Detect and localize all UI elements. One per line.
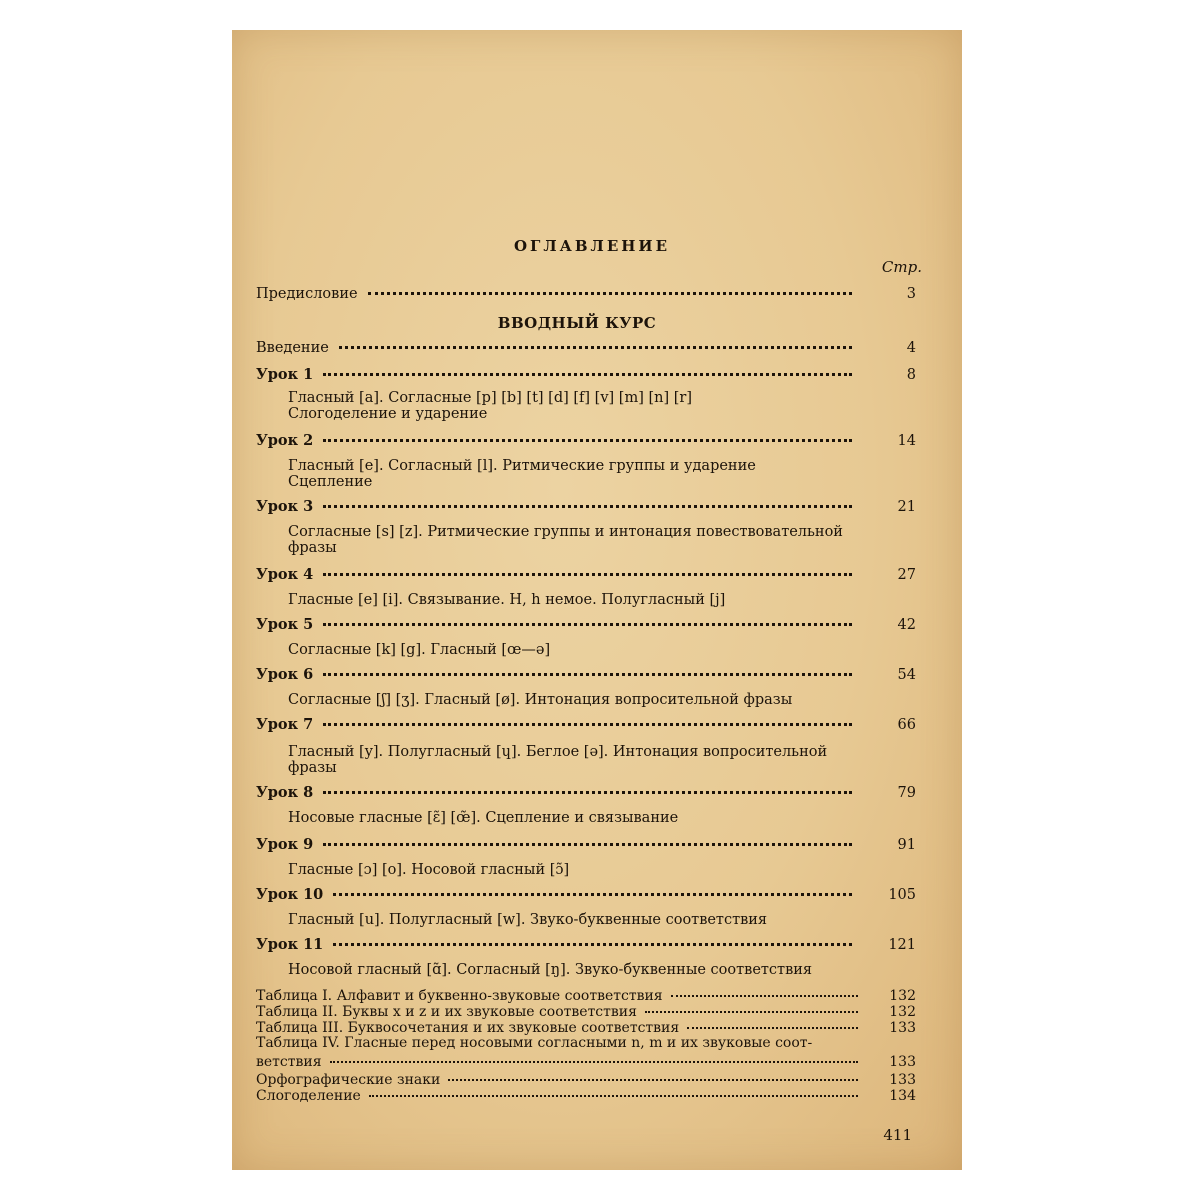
toc-entry-preface: [256, 286, 916, 302]
leader-dots: [645, 1011, 858, 1013]
lesson-description: Гласные [e] [i]. Связывание. H, h немое. Полугласный [j]: [288, 592, 726, 608]
leader-dots: [339, 346, 852, 349]
leader-dots: [671, 995, 858, 997]
leader-dots: [368, 292, 852, 295]
lesson-description: Сцепление: [288, 474, 373, 490]
page-column-header: Стр.: [881, 258, 922, 276]
toc-label: Урок 3: [256, 498, 314, 515]
toc-entry-lesson-6: [256, 666, 916, 683]
toc-label: Урок 10: [256, 886, 324, 903]
toc-entry-syllabification: [256, 1088, 916, 1104]
leader-dots: [333, 943, 852, 946]
toc-label: Урок 4: [256, 566, 314, 583]
leader-dots: [323, 505, 852, 508]
page-title: ОГЛАВЛЕНИЕ: [513, 237, 671, 255]
toc-label: Предисловие: [256, 286, 358, 302]
leader-dots: [323, 373, 852, 376]
toc-label: Урок 9: [256, 836, 314, 853]
leader-dots: [448, 1079, 858, 1081]
toc-page: 105: [888, 887, 916, 903]
toc-entry-lesson-11: [256, 936, 916, 953]
leader-dots: [333, 893, 852, 896]
toc-page: 42: [897, 617, 916, 633]
toc-page: 54: [897, 667, 916, 683]
toc-page: 27: [897, 567, 916, 583]
toc-entry-lesson-1: [256, 366, 916, 383]
lesson-description: фразы: [288, 760, 337, 776]
toc-label: Урок 7: [256, 716, 314, 733]
toc-page: 133: [889, 1072, 916, 1088]
toc-page: 66: [897, 717, 916, 733]
toc-entry-table-4-line1: Таблица IV. Гласные перед носовыми согласными n, m и их звуковые соот-: [256, 1035, 813, 1051]
toc-entry-lesson-9: [256, 836, 916, 853]
toc-label: Урок 1: [256, 366, 314, 383]
toc-page: 132: [889, 988, 916, 1004]
lesson-description: Гласный [e]. Согласный [l]. Ритмические группы и ударение: [288, 458, 756, 474]
lesson-description: Гласный [y]. Полугласный [ɥ]. Беглое [ə]. Интонация вопросительной: [288, 744, 828, 760]
toc-page: 79: [897, 785, 916, 801]
toc-entry-lesson-5: [256, 616, 916, 633]
toc-page: 21: [897, 499, 916, 515]
leader-dots: [687, 1027, 858, 1029]
toc-page: 121: [888, 937, 916, 953]
toc-entry-lesson-2: [256, 432, 916, 449]
toc-page: 133: [889, 1054, 916, 1070]
leader-dots: [323, 843, 852, 846]
toc-label: Урок 5: [256, 616, 314, 633]
toc-entry-orthographic-signs: [256, 1072, 916, 1088]
toc-entry-table-1: [256, 988, 916, 1004]
leader-dots: [323, 791, 852, 794]
leader-dots: [323, 573, 852, 576]
lesson-description: Носовой гласный [ɑ̃]. Согласный [ŋ]. Звуко-буквенные соответствия: [288, 962, 813, 978]
lesson-description: фразы: [288, 540, 337, 556]
lesson-description: Согласные [k] [g]. Гласный [œ—ə]: [288, 642, 551, 658]
toc-entry-lesson-4: [256, 566, 916, 583]
toc-page: 4: [906, 340, 916, 356]
toc-entry-lesson-3: [256, 498, 916, 515]
toc-entry-table-3: [256, 1020, 916, 1036]
toc-label: Урок 2: [256, 432, 314, 449]
toc-entry-intro: [256, 340, 916, 356]
book-page: [232, 30, 962, 1170]
toc-entry-lesson-10: [256, 886, 916, 903]
lesson-description: Слогоделение и ударение: [288, 406, 488, 422]
toc-entry-table-4: [256, 1054, 916, 1070]
leader-dots: [330, 1061, 858, 1063]
section-title: ВВОДНЫЙ КУРС: [497, 314, 657, 332]
toc-label: Таблица II. Буквы x и z и их звуковые соответствия: [256, 1004, 637, 1020]
leader-dots: [323, 623, 852, 626]
toc-label: Таблица III. Буквосочетания и их звуковые соответствия: [256, 1020, 680, 1036]
toc-page: 132: [889, 1004, 916, 1020]
toc-page: 14: [897, 433, 916, 449]
toc-label: Орфографические знаки: [256, 1072, 441, 1088]
toc-label: Введение: [256, 340, 329, 356]
toc-page: 91: [897, 837, 916, 853]
toc-label: Урок 11: [256, 936, 324, 953]
toc-entry-lesson-8: [256, 784, 916, 801]
lesson-description: Гласные [ɔ] [o]. Носовой гласный [ɔ̃]: [288, 862, 570, 878]
toc-page: 3: [906, 286, 916, 302]
toc-label: Урок 6: [256, 666, 314, 683]
leader-dots: [323, 439, 852, 442]
toc-page: 134: [889, 1088, 916, 1104]
lesson-description: Гласный [a]. Согласные [p] [b] [t] [d] [f] [v] [m] [n] [r]: [288, 390, 692, 406]
toc-label: ветствия: [256, 1054, 322, 1070]
leader-dots: [369, 1095, 858, 1097]
lesson-description: Носовые гласные [ɛ̃] [œ̃]. Сцепление и связывание: [288, 810, 679, 826]
leader-dots: [323, 723, 852, 726]
toc-entry-table-2: [256, 1004, 916, 1020]
leader-dots: [323, 673, 852, 676]
lesson-description: Согласные [ʃ] [ʒ]. Гласный [ø]. Интонация вопросительной фразы: [288, 692, 793, 708]
page-number: 411: [883, 1126, 912, 1144]
toc-label: Таблица I. Алфавит и буквенно-звуковые соответствия: [256, 988, 663, 1004]
toc-entry-lesson-7: [256, 716, 916, 733]
toc-label: Урок 8: [256, 784, 314, 801]
toc-label: Слогоделение: [256, 1088, 361, 1104]
toc-page: 8: [906, 367, 916, 383]
toc-page: 133: [889, 1020, 916, 1036]
lesson-description: Гласный [u]. Полугласный [w]. Звуко-буквенные соответствия: [288, 912, 768, 928]
lesson-description: Согласные [s] [z]. Ритмические группы и интонация повествовательной: [288, 524, 843, 540]
